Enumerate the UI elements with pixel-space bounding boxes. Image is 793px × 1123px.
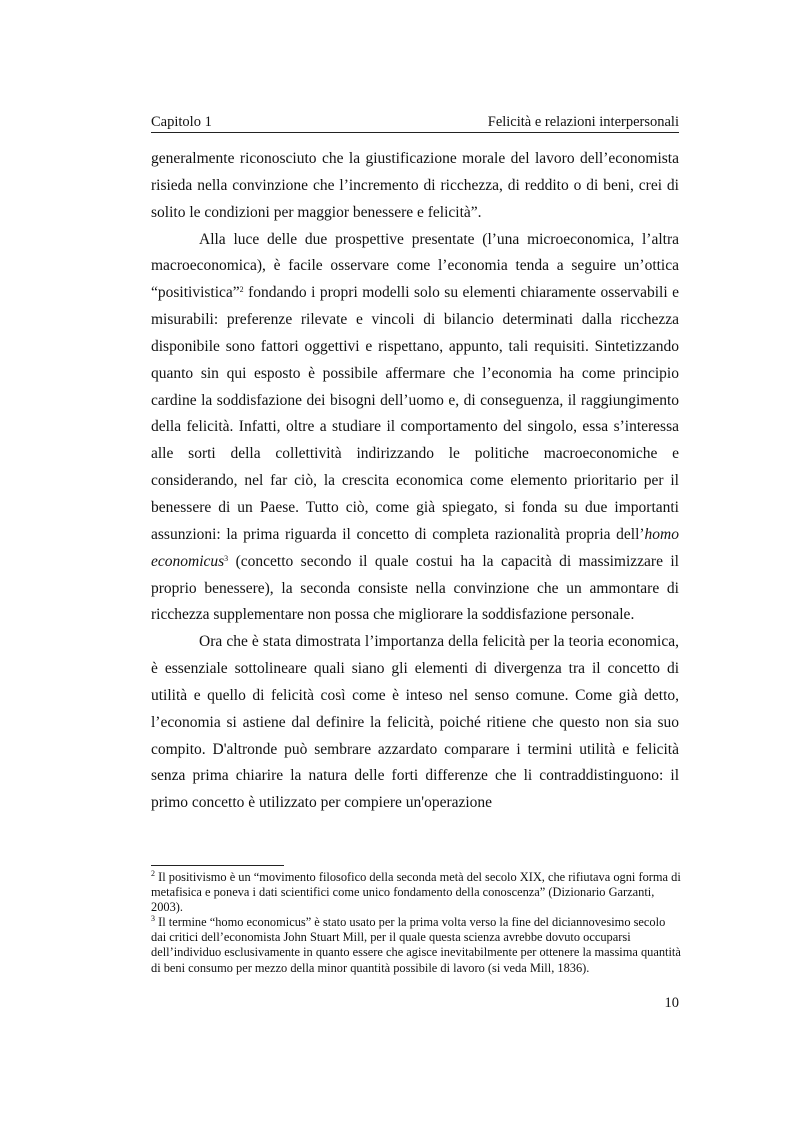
paragraph-text: (concetto secondo il quale costui ha la capacità di massimizzare il proprio benessere), la seconda consiste nella convinzione che un ammontare di ricchezza supplementare non possa che migliorare la soddisfazione personale.	[151, 552, 679, 624]
page-number: 10	[664, 995, 679, 1011]
footnote-reference: 3	[224, 553, 229, 563]
footnote-text: Il termine “homo economicus” è stato usato per la prima volta verso la fine del diciannovesimo secolo dai critici dell’economista John Stuart Mill, per il quale questa scienza avrebbe dovuto occuparsi dell’individuo esclusivamente in quanto essere che agisce inevitabilmente per ottenere la massima quantità di beni consumo per mezzo della minor quantità possibile di lavoro (si veda Mill, 1836).	[151, 915, 681, 975]
paragraph	[151, 227, 679, 630]
paragraph-text: fondando i propri modelli solo su elementi chiaramente osservabili e misurabili: preferenze rilevate e vincoli di bilancio determinati dalla ricchezza disponibile sono fattori oggettivi e rispettano, appunto, tali requisiti. Sintetizzando quanto sin qui esposto è possibile affermare che l’economia ha come principio cardine la soddisfazione dei bisogni dell’uomo e, di conseguenza, il raggiungimento della felicità. Infatti, oltre a studiare il comportamento del singolo, essa s’interessa alle sorti della collettività indirizzando le politiche macroeconomiche e considerando, nel far ciò, la crescita economica come elemento prioritario per il benessere di un Paese. Tutto ciò, come già spiegato, si fonda su due importanti assunzioni: la prima riguarda il concetto di completa razionalità propria dell’	[151, 284, 679, 543]
footnotes	[151, 870, 681, 976]
footnote-separator	[151, 865, 284, 866]
footnote-text: Il positivismo è un “movimento filosofico della seconda metà del secolo XIX, che rifiutava ogni forma di metafisica e poneva i dati scientifici come unico fondamento della conoscenza” (Dizionario Garzanti, 2003).	[151, 870, 681, 915]
footnote-reference: 2	[239, 285, 244, 295]
footnote-number: 2	[151, 869, 155, 878]
paragraph-continued: generalmente riconosciuto che la giustificazione morale del lavoro dell’economista risieda nella convinzione che l’incremento di ricchezza, di reddito o di beni, crei di solito le condizioni per maggior benessere e felicità”.	[151, 150, 679, 221]
body-text	[151, 146, 679, 817]
footnote	[151, 870, 681, 915]
running-header	[151, 113, 679, 133]
chapter-label: Capitolo 1	[151, 114, 212, 130]
footnote-number: 3	[151, 914, 155, 924]
paragraph-text: Alla luce delle due prospettive presentate (l’una microeconomica, l’altra macroeconomica), è facile osservare come l’economia tenda a seguire un’ottica “positivistica”	[151, 230, 679, 302]
footnote	[151, 915, 681, 975]
italic-term: homo economicus	[151, 525, 679, 570]
paragraph: Ora che è stata dimostrata l’importanza della felicità per la teoria economica, è essenziale sottolineare quali siano gli elementi di divergenza tra il concetto di utilità e quello di felicità così come è inteso nel senso comune. Come già detto, l’economia si astiene dal definire la felicità, poiché ritiene che questo non sia suo compito. D'altronde può sembrare azzardato comparare i termini utilità e felicità senza prima chiarire la natura delle forti differenze che li contraddistinguono: il primo concetto è utilizzato per compiere un'operazione	[151, 633, 679, 812]
chapter-title: Felicità e relazioni interpersonali	[487, 114, 679, 130]
